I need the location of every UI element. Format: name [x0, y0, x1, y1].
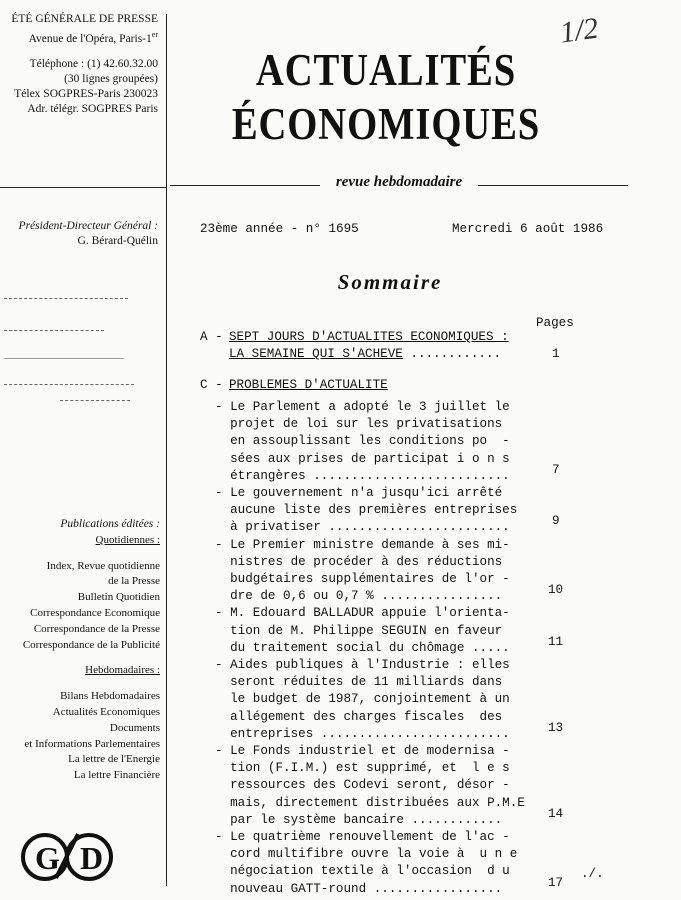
- contents-item-line: cord multifibre ouvre la voie à u n e: [215, 847, 518, 862]
- contents-item-line: - Le Premier ministre demande à ses mi-: [215, 537, 510, 552]
- pages-header: Pages: [536, 316, 574, 330]
- page-number: 17: [548, 875, 564, 890]
- weekly-pub: Documents: [109, 721, 160, 734]
- contents-title: Sommaire: [337, 270, 443, 294]
- contents-item-line: budgétaires supplémentaires de l'or -: [215, 572, 510, 586]
- sidebar-divider: [0, 187, 166, 188]
- contents-item-line: nistres de procéder à des réductions: [215, 554, 503, 569]
- publisher-block: [0, 12, 158, 117]
- daily-pub: de la Presse: [108, 575, 160, 588]
- page-number: 7: [552, 462, 560, 477]
- contents-item-line: ressources des Codevi seront, désor -: [215, 778, 510, 793]
- publisher-address: Avenue de l'Opéra, Paris-1er: [28, 30, 158, 45]
- daily-pub: Bulletin Quotidien: [77, 591, 160, 604]
- contents-item-line: - Le Fonds industriel et de modernisa -: [215, 744, 510, 758]
- contents-item-line: seront réduites de 11 milliards dans: [215, 675, 503, 690]
- contents-item-line: - Le quatrième renouvellement de l'ac -: [215, 830, 510, 844]
- weekly-pub: La lettre Financière: [73, 769, 160, 782]
- contents-item-line: étrangères ..........................: [215, 468, 510, 483]
- section-letter: C -: [200, 378, 223, 392]
- contents-item-line: - Aides publiques à l'Industrie : elles: [215, 658, 510, 672]
- page-number: 1: [552, 347, 560, 361]
- page-number: 13: [548, 720, 564, 735]
- contents-item-line: aucune liste des premières entreprises: [215, 503, 518, 518]
- issue-number: 23ème année - n° 1695: [200, 222, 359, 236]
- publications-block: [0, 517, 160, 784]
- daily-pub: Correspondance Economique: [30, 606, 160, 619]
- weekly-pub: Actualités Economiques: [52, 705, 160, 718]
- contents-item-line: le budget de 1987, conjointement à un: [215, 692, 510, 707]
- section-letter: A -: [200, 330, 223, 344]
- subtitle-rule-left: [170, 185, 320, 186]
- contents-item-line: mais, directement distribuées aux P.M.E: [215, 795, 525, 810]
- contents-item-line: tion de M. Philippe SEGUIN en faveur: [215, 623, 503, 638]
- daily-pub: Correspondance de la Publicité: [22, 638, 160, 651]
- publisher-telex: Télex SOGPRES-Paris 230023: [14, 87, 158, 100]
- publisher-name: ÉTÉ GÉNÉRALE DE PRESSE: [11, 13, 158, 25]
- vertical-divider: [166, 14, 167, 886]
- scan-mark: [4, 384, 134, 385]
- continued-mark: ./.: [581, 867, 604, 881]
- page-number: 11: [548, 634, 564, 649]
- director-title: Président-Directeur Général :: [18, 220, 158, 232]
- publisher-phone: Téléphone : (1) 42.60.32.00: [29, 57, 158, 70]
- contents-item-line: dre de 0,6 ou 0,7 % ................: [215, 589, 503, 604]
- contents-item-line: négociation textile à l'occasion d u: [215, 864, 510, 879]
- contents-item-line: - Le gouvernement n'a jusqu'ici arrêté: [215, 486, 503, 500]
- contents-item-line: à privatiser ........................: [215, 520, 510, 535]
- subtitle-rule-right: [478, 185, 628, 186]
- issue-date: Mercredi 6 août 1986: [452, 222, 604, 236]
- daily-heading: Quotidiennes :: [95, 533, 160, 546]
- contents-item-line: nouveau GATT-round .................: [215, 881, 503, 896]
- contents-item-line: - Le Parlement a adopté le 3 juillet le: [215, 400, 510, 414]
- masthead-line1: ACTUALITÉS: [255, 45, 517, 95]
- daily-pub: Index, Revue quotidienne: [46, 559, 160, 572]
- weekly-heading: Hebdomadaires :: [85, 664, 160, 677]
- publisher-telegram: Adr. télégr. SOGPRES Paris: [27, 102, 158, 115]
- scan-mark: [60, 400, 130, 401]
- page-number: 10: [548, 583, 564, 598]
- section-title-line: LA SEMAINE QUI S'ACHEVE ............: [229, 347, 502, 361]
- scan-mark: [4, 358, 124, 359]
- weekly-pub: La lettre de l'Energie: [68, 753, 160, 766]
- weekly-pub: Bilans Hebdomadaires: [60, 690, 160, 703]
- masthead-line2: ÉCONOMIQUES: [231, 99, 541, 149]
- masthead-subtitle: revue hebdomadaire: [335, 174, 463, 190]
- contents-item-line: tion (F.I.M.) est supprimé, et l e s: [215, 761, 510, 776]
- contents-item-line: projet de loi sur les privatisations: [215, 417, 503, 432]
- gd-logo: [16, 826, 116, 884]
- contents-item-line: - M. Edouard BALLADUR appuie l'orienta-: [215, 606, 510, 621]
- logo-letter-g: G: [35, 840, 60, 876]
- section-title: PROBLEMES D'ACTUALITE: [229, 378, 388, 392]
- contents-item-line: en assouplissant les conditions po -: [215, 434, 510, 449]
- contents-item-line: sées aux prises de participat i o n s: [215, 451, 510, 466]
- section-title: SEPT JOURS D'ACTUALITES ECONOMIQUES :: [229, 330, 509, 344]
- scan-mark: [4, 330, 104, 331]
- director-name: G. Bérard-Quélin: [77, 235, 158, 247]
- handwritten-mark: 1/2: [557, 11, 601, 50]
- page-number: 9: [552, 514, 560, 529]
- contents-item-line: entreprises .........................: [215, 726, 510, 741]
- contents-item-line: allégement des charges fiscales des: [215, 709, 503, 724]
- daily-pub: Correspondance de la Presse: [33, 622, 160, 635]
- publications-heading: Publications éditées :: [60, 518, 160, 530]
- page-number: 14: [548, 806, 564, 821]
- publisher-lines: (30 lignes groupées): [64, 72, 158, 85]
- scan-mark: [4, 298, 128, 299]
- weekly-pub: et Informations Parlementaires: [24, 737, 160, 750]
- contents-item-line: par le système bancaire ............: [215, 812, 503, 827]
- contents-item-line: du traitement social du chômage .....: [215, 640, 510, 655]
- logo-letter-d: D: [80, 840, 104, 876]
